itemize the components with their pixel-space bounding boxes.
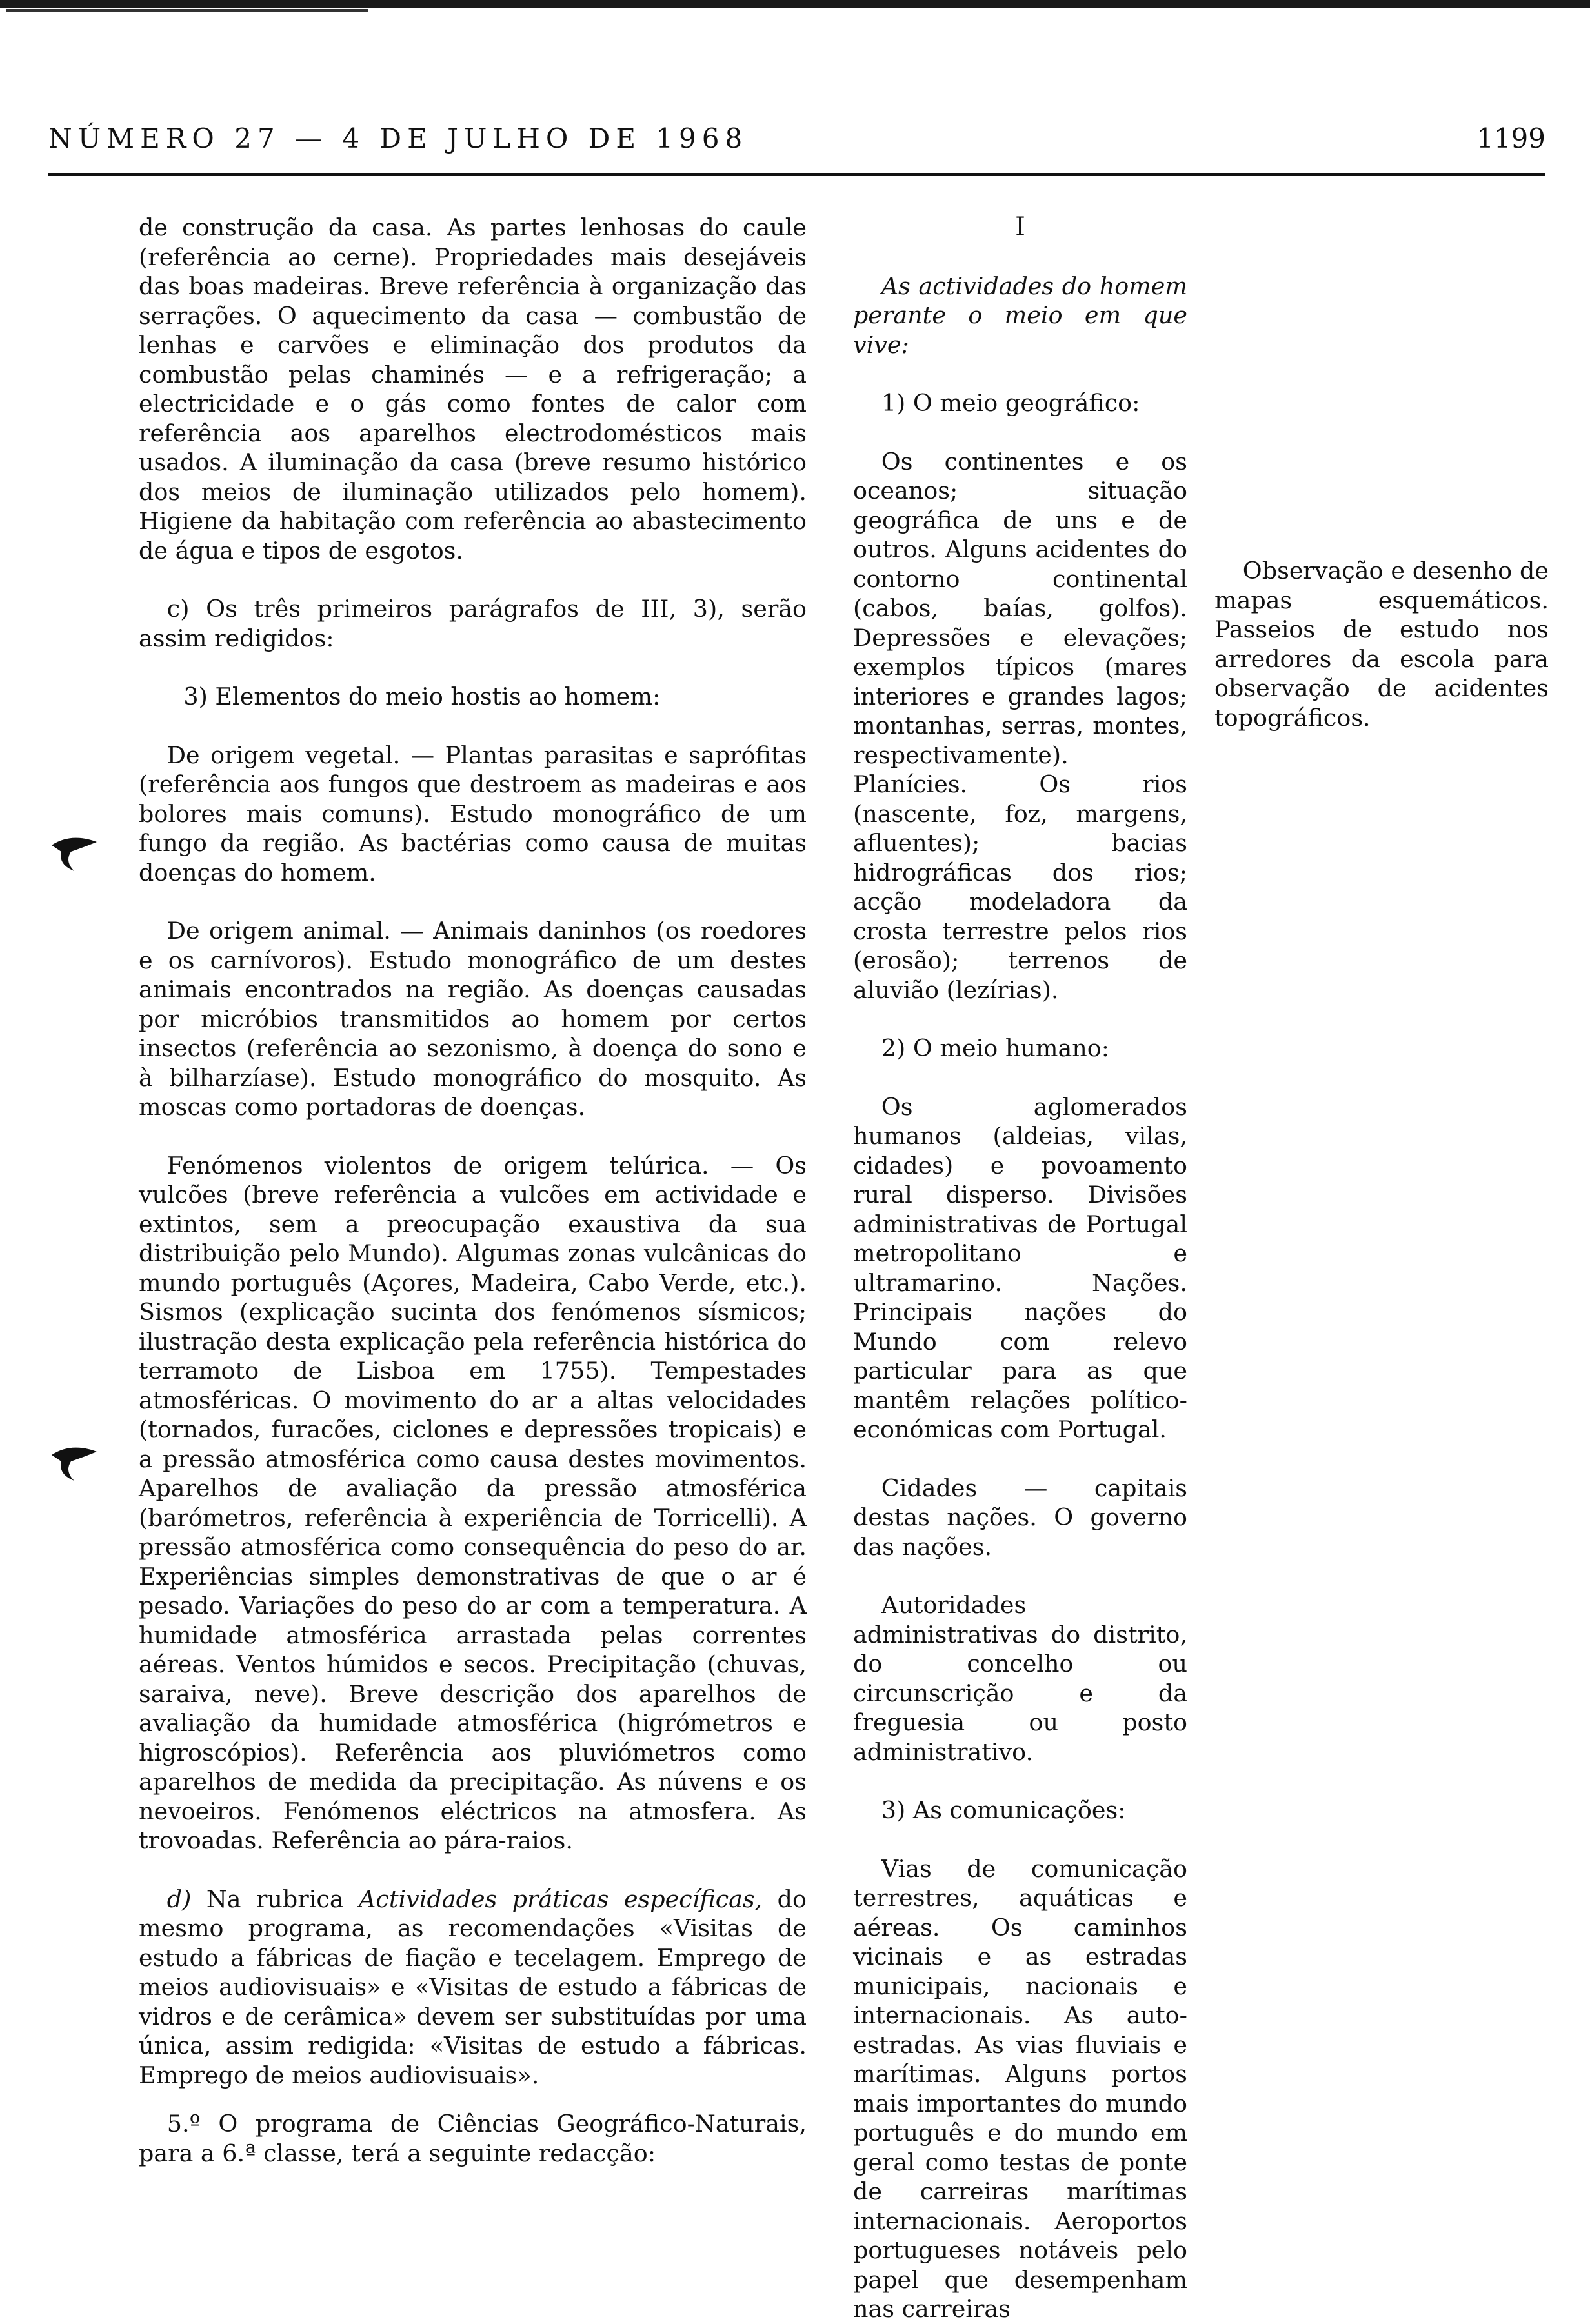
paragraph-continents: Os continentes e os oceanos; situação geográfica de uns e de outros. Alguns acidentes do contorno continental (cabos, baías, golfos). Depressões e elevações; exemplos típicos (mares interiores e grandes lagos; montanhas, serras, montes, respectivamente). Planícies. Os rios (nascente, foz, margens, afluentes); bacias hidrográficas dos rios; acção modeladora da crosta terrestre pelos rios (erosão); terrenos de aluvião (lezírias).: [853, 447, 1187, 1004]
paragraph-d-lead: Na rubrica: [206, 1885, 344, 1913]
heading-communications: 3) As comunicações:: [881, 1796, 1126, 1824]
scan-mark-icon: [45, 826, 103, 877]
top-edge-rule-fragment: [6, 9, 368, 12]
header-rule: [48, 173, 1545, 176]
paragraph-capitals: Cidades — capitais destas nações. O governo das nações.: [853, 1474, 1187, 1561]
heading-human-environment: 2) O meio humano:: [881, 1034, 1110, 1062]
page-number: 1199: [1476, 123, 1545, 154]
left-column: [139, 213, 807, 2168]
section-intro: As actividades do homem perante o meio em que vive:: [853, 272, 1187, 359]
paragraph-d-body: do mesmo programa, as recomendações «Visitas de estudo a fábricas de fiação e tecelagem. Emprego de meios audiovisuais» e «Visitas de estudo a fábricas de vidros e de cerâmica» devem ser substituídas por uma única, assim redigida: «Visitas de estudo a fábricas. Emprego de meios audiovisuais».: [139, 1885, 807, 2089]
running-head: NÚMERO 27 — 4 DE JULHO DE 1968: [48, 123, 749, 154]
heading-geographic-environment: 1) O meio geográfico:: [881, 389, 1140, 417]
right-column: [1214, 556, 1549, 732]
rubric-title: Actividades práticas específicas,: [359, 1885, 763, 1913]
paragraph-human-settlements: Os aglomerados humanos (aldeias, vilas, cidades) e povoamento rural disperso. Divisões administrativas de Portugal metropolitano e ultramarino. Nações. Principais nações do Mundo com relevo particular para as que mantêm relações político-económicas com Portugal.: [853, 1092, 1187, 1443]
middle-column: [853, 213, 1187, 2324]
paragraph-article-5: 5.º O programa de Ciências Geográfico-Naturais, para a 6.ª classe, terá a seguinte redacção:: [139, 2110, 807, 2167]
paragraph-d-practical-activities: [139, 1885, 807, 2090]
scan-mark-icon-2: [45, 1436, 103, 1487]
page-header: [48, 123, 1545, 168]
paragraph-house-construction: de construção da casa. As partes lenhosas do caule (referência ao cerne). Propriedades mais desejáveis das boas madeiras. Breve referência à organização das serrações. O aquecimento da casa — combustão de lenhas e carvões e eliminação dos produtos da combustão pelas chaminés — e a refrigeração; a electricidade e o gás como fontes de calor com referência aos aparelhos electrodomésticos mais usados. A iluminação da casa (breve resumo histórico dos meios de iluminação utilizados pelo homem). Higiene da habitação com referência ao abastecimento de água e tipos de esgotos.: [139, 214, 807, 565]
paragraph-c-intro: c) Os três primeiros parágrafos de III, 3), serão assim redigidos:: [139, 595, 807, 652]
paragraph-animal-origin: De origem animal. — Animais daninhos (os roedores e os carnívoros). Estudo monográfico de um destes animais encontrados na região. As doenças causadas por micróbios transmitidos ao homem por certos insectos (referência ao sezonismo, à doença do sono e à bilharzíase). Estudo monográfico do mosquito. As moscas como portadoras de doenças.: [139, 917, 807, 1121]
paragraph-vegetal-origin: De origem vegetal. — Plantas parasitas e saprófitas (referência aos fungos que destroem as madeiras e aos bolores mais comuns). Estudo monográfico de um fungo da região. As bactérias como causa de muitas doenças do homem.: [139, 741, 807, 887]
paragraph-authorities: Autoridades administrativas do distrito, do concelho ou circunscrição e da freguesia ou posto administrativo.: [853, 1591, 1187, 1766]
section-roman-numeral: I: [1015, 212, 1025, 242]
heading-hostile-elements: 3) Elementos do meio hostis ao homem:: [183, 683, 661, 710]
item-label-d: d): [166, 1885, 192, 1913]
paragraph-observation-activities: Observação e desenho de mapas esquemáticos. Passeios de estudo nos arredores da escola para observação de acidentes topográficos.: [1214, 557, 1549, 732]
top-edge-rule: [0, 0, 1590, 8]
paragraph-telluric-phenomena: Fenómenos violentos de origem telúrica. — Os vulcões (breve referência a vulcões em actividade e extintos, sem a preocupação exaustiva da sua distribuição pelo Mundo). Algumas zonas vulcânicas do mundo português (Açores, Madeira, Cabo Verde, etc.). Sismos (explicação sucinta dos fenómenos sísmicos; ilustração desta explicação pela referência histórica do terramoto de Lisboa em 1755). Tempestades atmosféricas. O movimento do ar a altas velocidades (tornados, furacões, ciclones e depressões tropicais) e a pressão atmosférica como causa destes movimentos. Aparelhos de avaliação da pressão atmosférica (barómetros, referência à experiência de Torricelli). A pressão atmosférica como consequência do peso do ar. Experiências simples demonstrativas de que o ar é pesado. Variações do peso do ar com a temperatura. A humidade atmosférica arrastada pelas correntes aéreas. Ventos húmidos e secos. Precipitação (chuvas, saraiva, neve). Breve descrição dos aparelhos de avaliação da humidade atmosférica (higrómetros e higroscópios). Referência aos pluviómetros como aparelhos de medida da precipitação. As núvens e os nevoeiros. Fenómenos eléctricos na atmosfera. As trovoadas. Referência ao pára-raios.: [139, 1151, 807, 1854]
paragraph-communication-routes: Vias de comunicação terrestres, aquáticas e aéreas. Os caminhos vicinais e as estradas municipais, nacionais e internacionais. As auto-estradas. As vias fluviais e marítimas. Alguns portos mais importantes do mundo português e do mundo em geral como testas de ponte de carreiras marítimas internacionais. Aeroportos portugueses notáveis pelo papel que desempenham nas carreiras: [853, 1854, 1187, 2323]
